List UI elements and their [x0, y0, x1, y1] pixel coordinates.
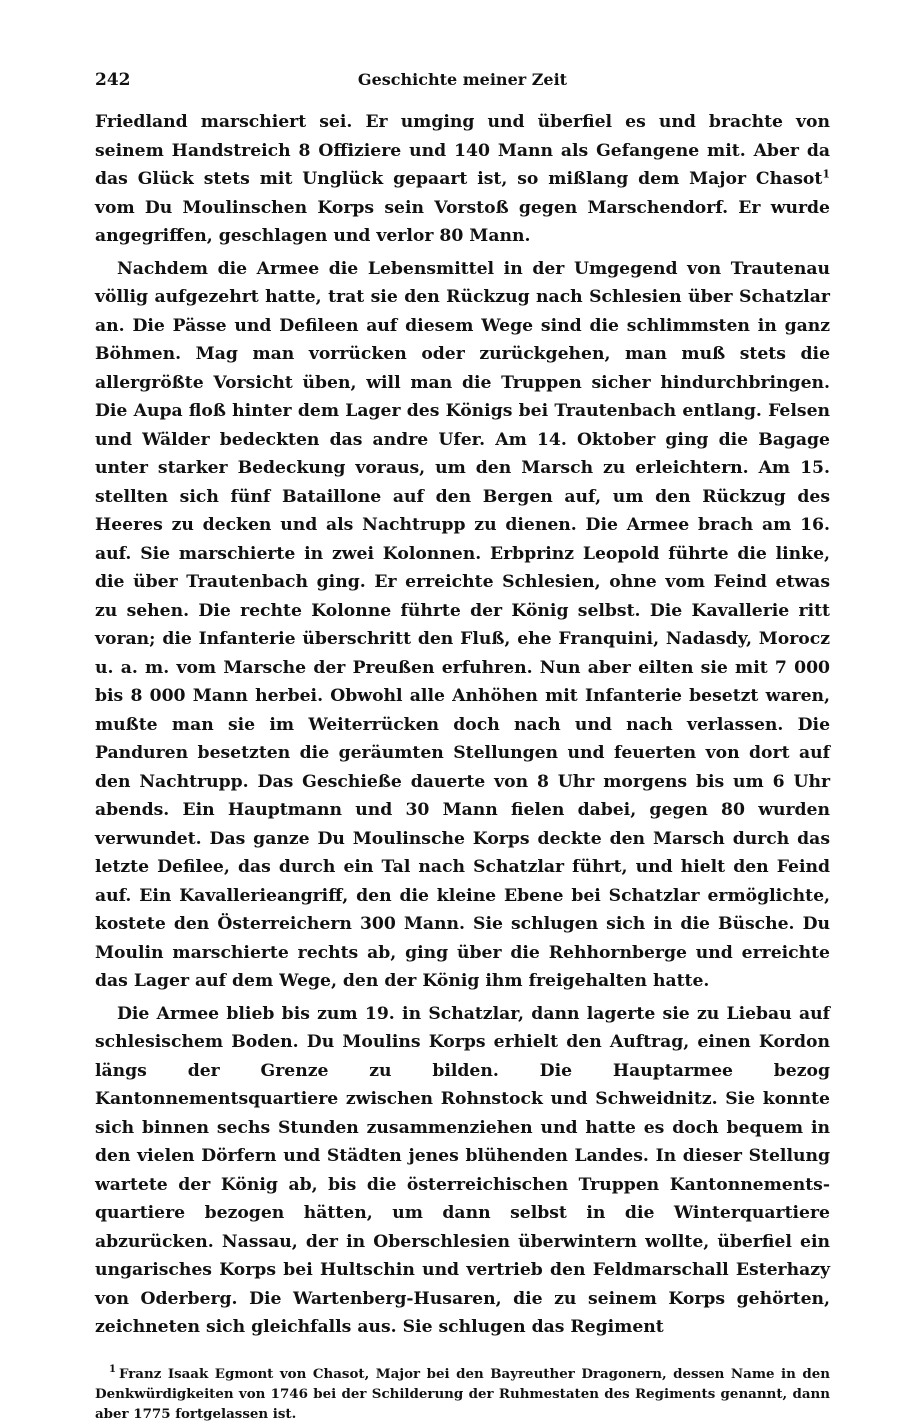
footnote-text: Franz Isaak Egmont von Chasot, Major bei den Bayreuther Dragonern, dessen Name in den Denkwürdigkeiten von 1746 bei der Schilderung der Ruhmestaten des Regiments genannt, dann aber 1775 fortgelassen ist.	[95, 1365, 830, 1422]
footnote-marker: 1	[109, 1364, 116, 1376]
paragraph: Die Armee blieb bis zum 19. in Schatzlar, dann lagerte sie zu Liebau auf schlesischem Boden. Du Moulins Korps erhielt den Auftrag, einen Kordon längs der Grenze zu bilden. Die Hauptarmee bezog Kantonnementsquartiere zwischen Rohnstock und Schweidnitz. Sie konnte sich binnen sechs Stunden zusammenziehen und hatte es doch bequem in den vielen Dörfern und Städten jenes blühenden Landes. In dieser Stellung wartete der König ab, bis die österreichischen Truppen Kantonnementsquartiere bezogen hätten, um dann selbst in die Winterquartiere abzurücken. Nassau, der in Oberschlesien überwintern wollte, überfiel ein ungarisches Korps bei Hultschin und vertrieb den Feldmarschall Esterhazy von Oderberg. Die Wartenberg-Husaren, die zu seinem Korps gehörten, zeichneten sich gleichfalls aus. Sie schlugen das Regiment	[95, 1003, 830, 1337]
document-page	[95, 62, 830, 1424]
running-title: Geschichte meiner Zeit	[357, 70, 568, 89]
page-number: 242	[95, 70, 131, 90]
paragraph: Nachdem die Armee die Lebensmittel in der Umgegend von Trautenau völlig aufgezehrt hatte, trat sie den Rückzug nach Schlesien über Schatzlar an. Die Pässe und Defileen auf diesem Wege sind die schlimmsten in ganz Böhmen. Mag man vorrücken oder zurückgehen, man muß stets die allergrößte Vorsicht üben, will man die Truppen sicher hindurchbringen. Die Aupa floß hinter dem Lager des Königs bei Trautenbach entlang. Felsen und Wälder bedeckten das andre Ufer. Am 14. Oktober ging die Bagage unter starker Bedeckung voraus, um den Marsch zu erleichtern. Am 15. stellten sich fünf Bataillone auf den Bergen auf, um den Rückzug des Heeres zu decken und als Nachtrupp zu dienen. Die Armee brach am 16. auf. Sie marschierte in zwei Kolonnen. Erbprinz Leopold führte die linke, die über Trautenbach ging. Er erreichte Schlesien, ohne vom Feind etwas zu sehen. Die rechte Kolonne führte der König selbst. Die Kavallerie ritt voran; die Infanterie überschritt den Fluß, ehe Franquini, Nadasdy, Morocz u. a. m. vom Marsche der Preußen erfuhren. Nun aber eilten sie mit 7 000 bis 8 000 Mann herbei. Obwohl alle Anhöhen mit Infanterie besetzt waren, mußte man sie im Weiterrücken doch nach und nach verlassen. Die Panduren besetzten die geräumten Stellungen und feuerten von dort auf den Nachtrupp. Das Geschieße dauerte von 8 Uhr morgens bis um 6 Uhr abends. Ein Hauptmann und 30 Mann fielen dabei, gegen 80 wurden verwundet. Das ganze Du Moulinsche Korps deckte den Marsch durch das letzte Defilee, das durch ein Tal nach Schatzlar führt, und hielt den Feind auf. Ein Kavallerieangriff, den die kleine Ebene bei Schatzlar ermöglichte, kostete den Österreichern 300 Mann. Sie schlugen sich in die Büsche. Du Moulin marschierte rechts ab, ging über die Rehhornberge und erreichte das Lager auf dem Wege, den der König ihm freigehalten hatte.	[95, 258, 830, 991]
paragraph-text: Friedland marschiert sei. Er umging und überfiel es und brachte von seinem Handstreich 8 Offiziere und 140 Mann als Gefangene mit. Aber da das Glück stets mit Unglück gepaart ist, so mißlang dem Major Chasot	[95, 112, 830, 189]
body-text	[95, 108, 830, 1342]
paragraph-text: vom Du Moulinschen Korps sein Vorstoß gegen Marschendorf. Er wurde angegriffen, geschlagen und verlor 80 Mann.	[95, 197, 830, 246]
paragraph	[95, 108, 830, 251]
page-header	[95, 62, 830, 108]
footnote-reference: 1	[822, 167, 830, 181]
